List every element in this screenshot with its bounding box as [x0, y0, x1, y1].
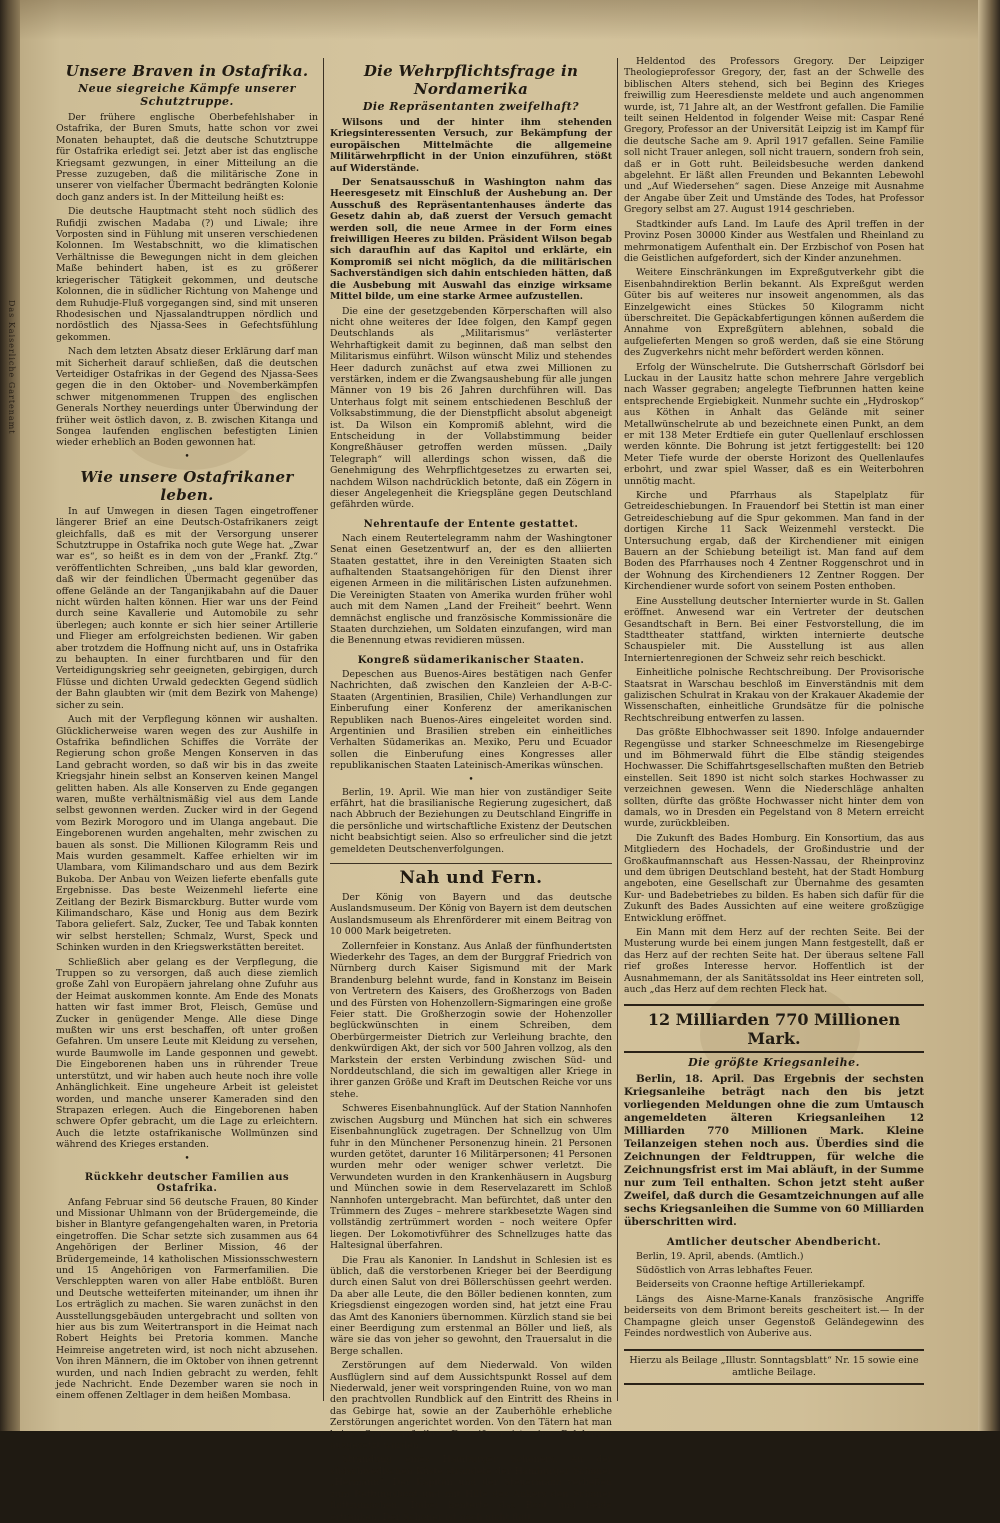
article-paragraph: Berlin, 19. April. Wie man hier von zuständiger Seite erfährt, hat die brasilianische Regierung zugesichert, daß nach Abbruch der Beziehungen zu Deutschland Eingriffe in die persönliche und wirtschaftliche Existenz der Deutschen nicht beabsichtigt seien. Also so erfreulicher sind die jetzt gemeldeten Deutschenverfolgungen. [330, 786, 612, 855]
article-paragraph: Die deutsche Hauptmacht steht noch südlich des Rufidji zwischen Madaba (?) und Liwale; ihre Vorposten sind in Fühlung mit unseren verschiedenen Kolonnen. Im Westabschnitt, wo die klimatischen Verhältnisse die Bewegungen nicht in dem gleichen Maße behindert haben, ist es zu größerer kriegerischer Tätigkeit gekommen, und deutsche Kolonnen, die in südlicher Richtung von Mahenge und dem Ruhudje-Fluß vorgegangen sind, sind mit unseren Rhodesischen und Njassalandtruppen nördlich und nordöstlich des Njassa-Sees in Gefechtsfühlung gekommen. [56, 206, 318, 343]
news-item: Zerstörungen auf dem Niederwald. Von wilden Ausflüglern sind auf dem Aussichtspunkt Rossel auf dem Niederwald, jener weit vorspringenden Ruine, von wo man den prachtvollen Rundblick auf den Eintritt des Rheins in das Gebirge hat, sowie an der Zauberhöhle erhebliche Zerstörungen angerichtet worden. Von den Tätern hat man keine Spur; auf ihre Ergreifung ist eine Belohnung ausgesetzt worden. [330, 1360, 612, 1452]
news-item: Der König von Bayern und das deutsche Auslandsmuseum. Der König von Bayern ist dem deutschen Auslandsmuseum als Ehrenförderer mit einem Beitrag von 10 000 Mark beigetreten. [330, 891, 612, 938]
separator: • [184, 451, 190, 462]
news-item: Stadtkinder aufs Land. Im Laufe des April treffen in der Provinz Posen 30000 Kinder aus Westfalen und Rheinland zu mehrmonatigem Aufenthalt ein. Der Erzbischof von Posen hat die Geistlichen aufgefordert, sich der Kinder anzunehmen. [624, 218, 924, 264]
book-binding [0, 0, 20, 1431]
report-dateline: Berlin, 19. April, abends. (Amtlich.) [636, 1250, 804, 1262]
supplement-note: Hierzu als Beilage „Illustr. Sonntagsblatt“ Nr. 15 sowie eine amtliche Beilage. [624, 1349, 924, 1385]
top-shadow [20, 0, 978, 40]
news-item: Heldentod des Professors Gregory. Der Leipziger Theologieprofessor Gregory, der, fast an der Schwelle des biblischen Alters stehend, sich bei Beginn des Krieges freiwillig zum Heeresdienste meldete und auch angenommen wurde, ist, 71 Jahre alt, an der Westfront gefallen. Die Familie teilt seinen Heldentod in folgender Weise mit: Caspar René Gregory, Professor an der Universität Leipzig ist im Kampf für die deutsche Sache am 9. April 1917 gefallen. Seine Familie soll nicht Trauer anlegen, soll nicht trauern, sondern froh sein, daß er in Gott ruht. Beileidsbesuche werden dankend abgelehnt. Er läßt allen Freunden und Bekannten Lebewohl und „Auf Wiedersehen“ sagen. Diese Anzeige mit Ausnahme der Angabe über Zeit und Umstände des Todes, hat Professor Gregory selbst am 27. August 1914 geschrieben. [624, 56, 924, 216]
article-paragraph: In auf Umwegen in diesen Tagen eingetroffener längerer Brief an eine Deutsch-Ostafrikaners zeigt gleichfalls, daß es mit der Versorgung unserer Schutztruppe in Ostafrika noch gute Wege hat. „Zwar war es“, so heißt es in dem von der „Frankf. Ztg.“ veröffentlichten Schreiben, „uns bald klar geworden, daß wir der feindlichen Übermacht gegenüber das offene Gelände an der Tanganjikabahn auf die Dauer nicht würden halten können. Hier war uns der Feind durch seine Kavallerie und Automobile zu sehr überlegen; auch konnte er sich hier seiner Artillerie und Flieger am erfolgreichsten bedienen. Wir gaben aber trotzdem die Hoffnung nicht auf, uns in Ostafrika zu behaupten. In einer furchtbaren und für den Verteidigungskrieg sehr geeigneten, gebirgigen, durch Flüsse und dichten Urwald gedeckten Gegend südlich der Bahn glaubten wir (mit dem Bezirk von Mahenge) sicher zu sein. [56, 505, 318, 711]
article-title: Die Wehrpflichtsfrage in Nordamerika [363, 62, 579, 98]
column-rule [617, 58, 618, 1401]
news-item: Eine Ausstellung deutscher Internierter wurde in St. Gallen eröffnet. Anwesend war ein Vertreter der deutschen Gesandtschaft in Bern. Bei einer Festvorstellung, die im Stadttheater stattfand, wirkten internierte deutsche Schauspieler mit. Die Ausstellung ist aus allen Interniertenregionen der Schweiz sehr reich beschickt. [624, 595, 924, 664]
article-paragraph: Depeschen aus Buenos-Aires bestätigen nach Genfer Nachrichten, daß zwischen den Kanzleien der A-B-C-Staaten (Argentinien, Brasilien, Chile) Verhandlungen zur Einberufung einer Konferenz der amerikanischen Republiken nach Buenos-Aires eingeleitet worden sind. Argentinien und Brasilien streben ein einheitliches Verhalten Südamerikas an. Mexiko, Peru und Ecuador sollen die Einberufung eines Kongresses aller republikanischen Staaten Lateinisch-Amerikas wünschen. [330, 668, 612, 772]
article-title: Nehrentaufe der Entente gestattet. [363, 518, 579, 530]
column-rule [323, 58, 324, 1401]
article-paragraph: Nach dem letzten Absatz dieser Erklärung darf man mit Sicherheit darauf schließen, daß die deutschen Verteidiger Ostafrikas in der Gegend des Njassa-Sees gegen die in den Oktober- und Novemberkämpfen schwer mitgenommenen Truppen des englischen Generals Northey neuerdings unter Überwindung der früher weit östlich davon, z. B. zwischen Kitanga und Songea laufenden englischen befestigten Linien wieder erheblich an Boden gewonnen hat. [56, 346, 318, 449]
separator: • [184, 1153, 190, 1164]
news-item: Weitere Einschränkungen im Expreßgutverkehr gibt die Eisenbahndirektion Berlin bekannt. Als Expreßgut werden Güter bis auf weiteres nur insoweit angenommen, als das Einzelgewicht eines Stückes 50 Kilogramm nicht überschreitet. Die Gepäckabfertigungen können außerdem die Annahme von Expreßgütern ablehnen, sobald die aufgelieferten Mengen so groß werden, daß sie eine Störung des Zugverkehrs nicht mehr befördert werden können. [624, 267, 924, 359]
article-paragraph: Anfang Februar sind 56 deutsche Frauen, 80 Kinder und Missionar Uhlmann von der Brüdergemeinde, die bisher in Blantyre gefangengehalten waren, in Pretoria eingetroffen. Die Schar setzte sich zusammen aus 64 Angehörigen der Berliner Mission, 46 der Brüdergemeinde, 14 katholischen Missionsschwestern und 15 Angehörigen von Farmerfamilien. Die Verschleppten waren von aller Habe entblößt. Buren und Deutsche wetteiferten miteinander, um ihnen ihr Los erträglich zu machen. Sie waren zunächst in den Ausstellungsgebäuden untergebracht und sollten von hier aus bis zum Weitertransport in die Heimat nach Robert Heights bei Pretoria kommen. Manche Heimreise angetreten wird, ist noch nicht abzusehen. Von ihren Männern, die im Oktober von ihnen getrennt wurden, und nach Indien gebracht zu werden, fehlt jede Nachricht. Ende Dezember waren sie noch in einem offenen Zeltlager in dem heißen Mombasa. [56, 1196, 318, 1402]
article-paragraph: Auch mit der Verpflegung können wir aushalten. Glücklicherweise waren wegen des zur Aushilfe in Ostafrika befindlichen Schiffes die Vorräte der Regierung schon große Mengen Konserven in das Land gebracht worden, so daß wir bis in das zweite Kriegsjahr hinein selbst an Konserven keinen Mangel gelitten haben. Als alle Konserven zu Ende gegangen waren, mußte verhältnismäßig viel aus dem Lande selbst gewonnen werden. Zucker wird in der Gegend vom Bezirk Morogoro und im Ulanga angebaut. Die Eingeborenen wurden angehalten, mehr zwischen zu bauen als sonst. Die Millionen Kilogramm Reis und Mais wurden gesammelt. Kaffee erhielten wir im Ulambara, vom Kilimandscharo und aus dem Bezirk Bukoba. Der Anbau von Weizen lieferte ebenfalls gute Ergebnisse. Das beste Weizenmehl lieferte eine Zeitlang der Bezirk Bismarckburg. Butter wurde vom Kilimandscharo, Käse und Honig aus dem Bezirk Tabora geliefert. Salz, Zucker, Tee und Tabak konnten wir selbst herstellen; Schmalz, Wurst, Speck und Schinken wurden in den Kriegswerkstätten bereitet. [56, 714, 318, 954]
article-title: Kongreß südamerikanischer Staaten. [357, 654, 585, 666]
article-paragraph: Schließlich aber gelang es der Verpflegung, die Truppen so zu versorgen, daß auch diese ziemlich große Zahl von Europäern jahrelang ohne Zufuhr aus der Heimat auskommen konnte. Am Ende des Monats hatten wir fast immer Brot, Fleisch, Gemüse und Zucker in genügender Menge. Alle diese Dinge mußten wir uns erst beschaffen, oft unter großen Gefahren. Um unsere Leute mit Kleidung zu versehen, wurde Baumwolle im Lande gesponnen und gewebt. Die Eingeborenen haben uns in rührender Treue unterstützt, und wir haben auch heute noch ihre volle Anhänglichkeit. Eine ungeheure Arbeit ist geleistet worden, und manche unserer Kameraden sind den Strapazen erlegen. Auch die Eingeborenen haben schwere Opfer gebracht, um die Lage zu erleichtern. Auch die letzte ostafrikanische Wollmünzen sind während des Krieges erstanden. [56, 956, 318, 1151]
article-paragraph: Wilsons und der hinter ihm stehenden Kriegsinteressenten Versuch, zur Bekämpfung der europäischen Mittelmächte die allgemeine Militärwehrpflicht in der Union einzuführen, stößt auf Widerstände. [330, 117, 612, 174]
article-subtitle: Die Repräsentanten zweifelhaft? [362, 100, 580, 113]
headline-subtitle: Die größte Kriegsanleihe. [688, 1055, 860, 1069]
article-paragraph: Der Senatsausschuß in Washington nahm das Heeresgesetz mit Einschluß der Aushebung an. Der Ausschuß des Repräsentantenhauses änderte das Gesetz dahin ab, daß zuerst der Versuch gemacht werden soll, die neue Armee in der Form eines freiwilligen Heeres zu bilden. Präsident Wilson begab sich daraufhin auf das Kapitol und erklärte, ein Kompromiß sei nicht möglich, da die militärischen Sachverständigen sich dahin entschieden hätten, daß die Ausbebung mit Auswahl das einzige wirksame Mittel bilde, um eine starke Armee aufzustellen. [330, 177, 612, 303]
news-item: Zollernfeier in Konstanz. Aus Anlaß der fünfhundertsten Wiederkehr des Tages, an dem der Burggraf Friedrich von Nürnberg durch Kaiser Sigismund mit der Mark Brandenburg belehnt wurde, fand in Konstanz im Beisein von Vertretern des Kaisers, des Großherzogs von Baden und des Fürsten von Hohenzollern-Sigmaringen eine große Feier statt. Die Großherzogin sowie der Hohenzoller beglückwünschten in einem Schreiben, dem Oberbürgermeister Dietrich zur Verleihung brachte, den denkwürdigen Akt, der sich vor 500 Jahren vollzog, als den Markstein der ersten Verbindung zwischen Süd- und Norddeutschland, die sich im gewaltigen aller Kriege in ihrer ganzen Größe und Kraft im Deutschen Reiche vor uns stehe. [330, 940, 612, 1100]
report-line: Längs des Aisne-Marne-Kanals französische Angriffe beiderseits von dem Brimont bereits gescheitert ist.— In der Champagne gleich unser Gegenstoß Geländegewinn des Feindes nordwestlich von Auberive aus. [624, 1293, 924, 1339]
news-item: Das größte Elbhochwasser seit 1890. Infolge andauernder Regengüsse und starker Schneeschmelze im Riesengebirge und im Böhmerwald führt die Elbe ständig steigendes Hochwasser. Die Schiffahrtsgesellschaften mußten den Betrieb einstellen. Seit 1890 ist nicht solch starkes Hochwasser zu verzeichnen gewesen. Wenn die Niederschläge anhalten sollten, dürfte das größte Hochwasser nicht hinter dem von damals, wo in Dresden ein Pegelstand von 8 Metern erreicht wurde, zurückbleiben. [624, 727, 924, 830]
article-title: Wie unsere Ostafrikaner leben. [80, 467, 294, 504]
report-line: Beiderseits von Craonne heftige Artilleriekampf. [636, 1279, 866, 1291]
report-line: Südöstlich von Arras lebhaftes Feuer. [636, 1264, 813, 1276]
article-title: Unsere Braven in Ostafrika. [65, 62, 309, 80]
war-loan-paragraph: Berlin, 18. April. Das Ergebnis der sechsten Kriegsanleihe beträgt nach den bis jetzt vorliegenden Meldungen ohne die zum Umtausch angemeldeten älteren Kriegsanleihen 12 Milliarden 770 Millionen Mark. Kleine Teilanzeigen stehen noch aus. Überdies sind die Zeichnungen der Feldtruppen, für welche die Zeichnungsfrist erst im Mai abläuft, in der Summe nur zum Teil enthalten. Schon jetzt steht außer Zweifel, daß durch die Gesamtzeichnungen auf alle sechs Kriegsanleihen die Summe von 60 Milliarden überschritten wird. [624, 1072, 924, 1228]
article-title: Rückkehr deutscher Familien aus Ostafrika. [84, 1171, 290, 1194]
column-left [56, 56, 318, 1409]
news-item: Schweres Eisenbahnunglück. Auf der Station Nannhofen zwischen Augsburg und München hat sich ein schweres Eisenbahnunglück zugetragen. Der Schnellzug von Ulm fuhr in den Münchener Personenzug hinein. 21 Personen wurden getötet, darunter 16 Militärpersonen; 41 Personen wurden mehr oder weniger schwer verletzt. Die Verwundeten wurden in den Krankenhäusern in Augsburg und München sowie in dem Reservelazarett im Schloß Nannhofen untergebracht. Man befürchtet, daß unter den Trümmern des Zuges – mehrere starkbesetzte Wagen sind vollständig zertrümmert worden – noch weitere Opfer liegen. Der Lokomotivführer des Schnellzuges hatte das Haltesignal überfahren. [330, 1103, 612, 1252]
section-title: Nah und Fern. [330, 863, 612, 888]
news-item: Die Zukunft des Bades Homburg. Ein Konsortium, das aus Mitgliedern des Hochadels, der Großindustrie und der Großkaufmannschaft aus Hessen-Nassau, der Rheinprovinz und dem übrigen Deutschland besteht, hat der Stadt Homburg angeboten, eine Gesellschaft zur Übernahme des gesamten Kur- und Badebetriebes zu bilden. Es haben sich dafür für die Zukunft des Bades Aussichten auf eine weitere großzügige Entwicklung eröffnet. [624, 832, 924, 924]
article-paragraph: Der frühere englische Oberbefehlshaber in Ostafrika, der Buren Smuts, hatte schon vor zwei Monaten behauptet, daß die deutsche Schutztruppe für Ostafrika erledigt sei. Jetzt aber ist das englische Kriegsamt gezwungen, in einer Mitteilung an die Presse zuzugeben, daß die militärische Zone in unserer von vielfacher Übermacht bedrängten Kolonie doch ganz anders ist. In der Mitteilung heißt es: [56, 112, 318, 203]
report-title: Amtlicher deutscher Abendbericht. [666, 1236, 882, 1248]
page-edge [978, 0, 1000, 1431]
headline-war-loan: 12 Milliarden 770 Millionen Mark. [624, 1004, 924, 1053]
article-subtitle: Neue siegreiche Kämpfe unserer Schutztruppe. [78, 82, 296, 108]
binding-text: Das Kaiserliche Gartenamt [7, 300, 16, 435]
news-item: Einheitliche polnische Rechtschreibung. Der Provisorische Staatsrat in Warschau beschloß im Einverständnis mit dem galizischen Schulrat in Krakau von der Krakauer Akademie der Wissenschaften, einheitliche Grundsätze für die polnische Rechtschreibung entwerfen zu lassen. [624, 667, 924, 724]
news-item: Die Frau als Kanonier. In Landshut in Schlesien ist es üblich, daß die verstorbenen Krieger bei der Beerdigung durch einen Salut von drei Böllerschüssen geehrt werden. Da aber alle Leute, die den Böller bedienen konnten, zum Kriegsdienst eingezogen worden sind, hat jetzt eine Frau das Amt des Kanoniers übernommen. Kürzlich stand sie bei einer Beerdigung zum erstenmal an Böller und ließ, als wäre sie das von jeher so gewohnt, den Trauersalut in die Berge schallen. [330, 1254, 612, 1357]
news-item: Kirche und Pfarrhaus als Stapelplatz für Getreideschiebungen. In Frauendorf bei Stettin ist man einer Getreideschiebung auf die Spur gekommen. Man fand in der dortigen Kirche 11 Sack Weizenmehl versteckt. Die Untersuchung ergab, daß der Kirchendiener mit einigen Bauern an der Schiebung beteiligt ist. Man fand auf dem Boden des Pfarrhauses noch 4 Zentner Roggenschrot und in der Wohnung des Kirchendieners 12 Zentner Roggen. Der Kirchendiener wurde sofort von seinem Posten enthoben. [624, 490, 924, 593]
column-right [624, 56, 924, 1409]
article-paragraph: Nach einem Reutertelegramm nahm der Washingtoner Senat einen Gesetzentwurf an, der es den alliierten Staaten gestattet, ihre in den Vereinigten Staaten sich aufhaltenden Staatsangehörigen für den Dienst ihrer eigenen Armeen in die militärischen Listen aufzunehmen. Die Vereinigten Staaten von Amerika wurden früher wohl auch mit dem Namen „Land der Freiheit“ beehrt. Wenn demnächst englische und französische Kommissionäre die Staaten durchziehen, um Soldaten einzufangen, wird man die Benennung etwas revidieren müssen. [330, 532, 612, 647]
article-paragraph: Die eine der gesetzgebenden Körperschaften will also nicht ohne weiteres der Idee folgen, den Kampf gegen Deutschlands als „Militarismus“ verlästerter Wehrhaftigkeit damit zu beginnen, daß man selbst den Militarismus einführt. Wilson wünscht Miliz und stehendes Heer dadurch zunächst auf etwa zwei Millionen zu verstärken, indem er die Zwangsaushebung für alle jungen Männer von 19 bis 26 Jahren durchführen will. Das Unterhaus folgt mit seinem entschiedenen Beschluß der Volksabstimmung, die der Dienstpflicht absolut abgeneigt ist. Da Wilson ein Kompromiß ablehnt, wird die Entscheidung in der Vollabstimmung beider Kongreßhäuser getroffen werden müssen. „Daily Telegraph“ will allerdings schon wissen, daß die Genehmigung des Wehrpflichtgesetzes zu erwarten sei, nachdem Wilson nachdrücklich betonte, daß ein Zögern in dieser Angelegenheit die Kriegspläne gegen Deutschland gefährden würde. [330, 305, 612, 511]
news-item: Strandung eines Hamburger Schoners. An der südschwedischen Küste strandete der Hamburger Schoner „Hermann“. Der Kapitän und der Steuermann verließen zum Rettungsboot und mit Hilfe des Ankers den Schoner flottzumachen. Dabei kenterte das Boot und beide ertranken. Der Schoner ist noch nicht flott. [330, 1454, 612, 1523]
news-item: Erfolg der Wünschelrute. Die Gutsherrschaft Görlsdorf bei Luckau in der Lausitz hatte schon mehrere Jahre vergeblich nach Wasser gegraben; angelegte Tiefbrunnen hatten keine entsprechende Ergiebigkeit. Nunmehr suchte ein „Hydroskop“ aus Köthen in Anhalt das Gelände mit seiner Metallwünschelrute ab und bezeichnete einen Punkt, an dem er mit 138 Meter Erdtiefe ein guter Quellenlauf erschlossen werden könnte. Die Bohrung ist jetzt fertiggestellt: bei 120 Meter Tiefe wurde der oberste Horizont des Quellenlaufes erbohrt, und zwar spiel Wasser, daß es ein Weiterbohren unnötig macht. [624, 361, 924, 487]
separator: • [468, 774, 474, 785]
column-middle [330, 56, 612, 1523]
news-item: Ein Mann mit dem Herz auf der rechten Seite. Bei der Musterung wurde bei einem jungen Mann festgestellt, daß er das Herz auf der rechten Seite hat. Der überaus seltene Fall rief großes Interesse hervor. Hoffentlich ist der Ausnahmemann, der als Sanitätssoldat ins Heer eintreten soll, auch „das Herz auf dem rechten Fleck hat. [624, 927, 924, 996]
